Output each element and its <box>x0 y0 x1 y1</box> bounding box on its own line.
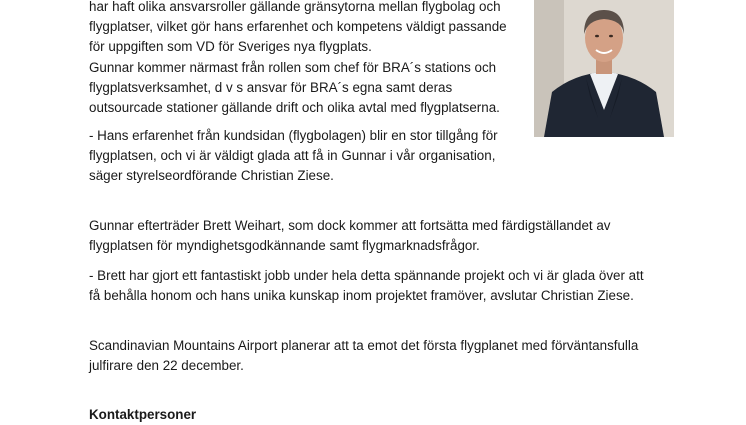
text-line: säger styrelseordförande Christian Ziese. <box>89 168 334 183</box>
text-line: - Brett har gjort ett fantastiskt jobb under hela detta spännande projekt och vi är glada över att <box>89 268 644 283</box>
contacts-heading: Kontaktpersoner <box>89 407 197 422</box>
plan-paragraph <box>89 336 638 376</box>
text-line: Scandinavian Mountains Airport planerar att ta emot det första flygplanet med förväntansfulla <box>89 338 639 353</box>
quote-brett-paragraph <box>89 266 644 306</box>
role-paragraph <box>89 58 500 118</box>
text-line: flygplatsen för myndighetsgodkännande samt flygmarknadsfrågor. <box>89 238 480 253</box>
text-line: flygplatsen, och vi är väldigt glada att få in Gunnar i vår organisation, <box>89 148 496 163</box>
successor-paragraph <box>89 216 610 256</box>
text-line: Gunnar efterträder Brett Weihart, som dock kommer att fortsätta med färdigställandet av <box>89 218 611 233</box>
text-line: för uppgiften som VD för Sveriges nya flygplats. <box>89 39 372 54</box>
portrait-illustration <box>534 0 674 137</box>
text-line: flygplatser, vilket gör hans erfarenhet och kompetens väldigt passande <box>89 19 507 34</box>
quote-chairman-paragraph <box>89 126 498 186</box>
portrait-photo <box>534 0 674 137</box>
text-line: julfirare den 22 december. <box>89 358 244 373</box>
text-line: - Hans erfarenhet från kundsidan (flygbolagen) blir en stor tillgång för <box>89 128 498 143</box>
text-line: outsourcade stationer gällande drift och olika avtal med flygplatserna. <box>89 100 500 115</box>
text-line: Gunnar kommer närmast från rollen som chef för BRA´s stations och <box>89 60 497 75</box>
text-line: flygplatsverksamhet, d v s ansvar för BRA´s egna samt deras <box>89 80 453 95</box>
text-line: har haft olika ansvarsroller gällande gränsytorna mellan flygbolag och <box>89 0 501 14</box>
intro-paragraph <box>89 0 507 57</box>
text-line: få behålla honom och hans unika kunskap inom projektet framöver, avslutar Christian Ziese. <box>89 288 634 303</box>
